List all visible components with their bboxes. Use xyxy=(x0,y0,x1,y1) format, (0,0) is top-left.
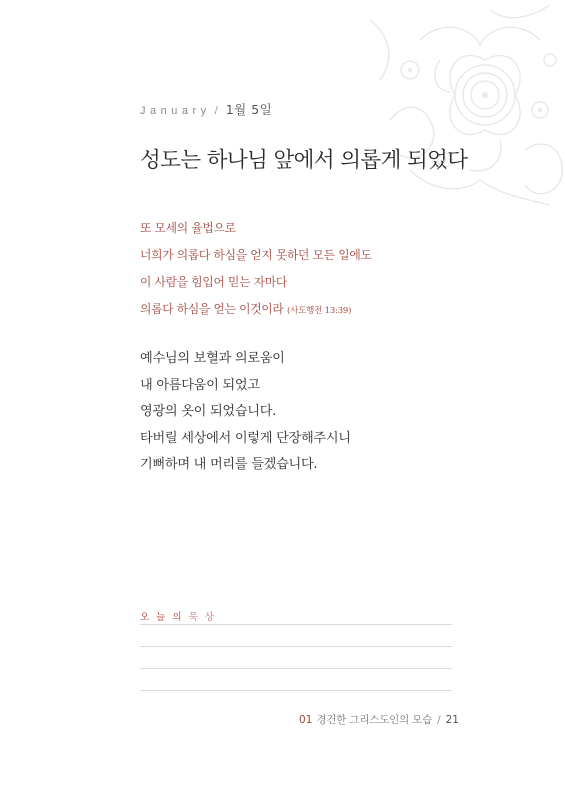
date-header xyxy=(140,100,272,118)
page-number: 21 xyxy=(445,714,459,726)
page-title: 성도는 하나님 앞에서 의롭게 되었다 xyxy=(140,148,468,173)
meditation-label-rest: 묵상 xyxy=(188,612,221,623)
note-line xyxy=(140,646,452,647)
devotional-text xyxy=(140,346,351,479)
note-line xyxy=(140,690,452,691)
body-line: 기뻐하며 내 머리를 들겠습니다. xyxy=(140,457,318,472)
body-line: 예수님의 보혈과 의로움이 xyxy=(140,351,285,366)
date-separator: / xyxy=(214,105,218,117)
scripture-verse xyxy=(140,215,372,325)
verse-line: 또 모세의 율법으로 xyxy=(140,221,236,235)
verse-line xyxy=(140,296,372,325)
meditation-label xyxy=(140,609,221,623)
body-line: 영광의 옷이 되었습니다. xyxy=(140,404,277,419)
meditation-label-accent: 오늘의 xyxy=(140,612,189,623)
day-label: 1월 5일 xyxy=(225,102,273,117)
verse-line: 이 사람을 힘입어 믿는 자마다 xyxy=(140,275,287,289)
body-line: 타버릴 세상에서 이렇게 단장해주시니 xyxy=(140,430,351,446)
chapter-title: 경건한 그리스도인의 모습 xyxy=(316,714,433,726)
lace-ornament xyxy=(350,0,565,210)
verse-reference: (사도행전 13:39) xyxy=(286,306,352,316)
verse-line-text: 의롭다 하심을 얻는 이것이라 xyxy=(140,302,284,316)
verse-line: 너희가 의롭다 하심을 얻지 못하던 모든 일에도 xyxy=(140,248,372,262)
chapter-number: 01 xyxy=(299,714,313,726)
note-line xyxy=(140,668,452,669)
month-label: January xyxy=(140,105,211,117)
note-line xyxy=(140,624,452,625)
page-footer xyxy=(299,712,459,727)
footer-separator: / xyxy=(437,714,441,726)
body-line: 내 아름다움이 되었고 xyxy=(140,377,260,393)
